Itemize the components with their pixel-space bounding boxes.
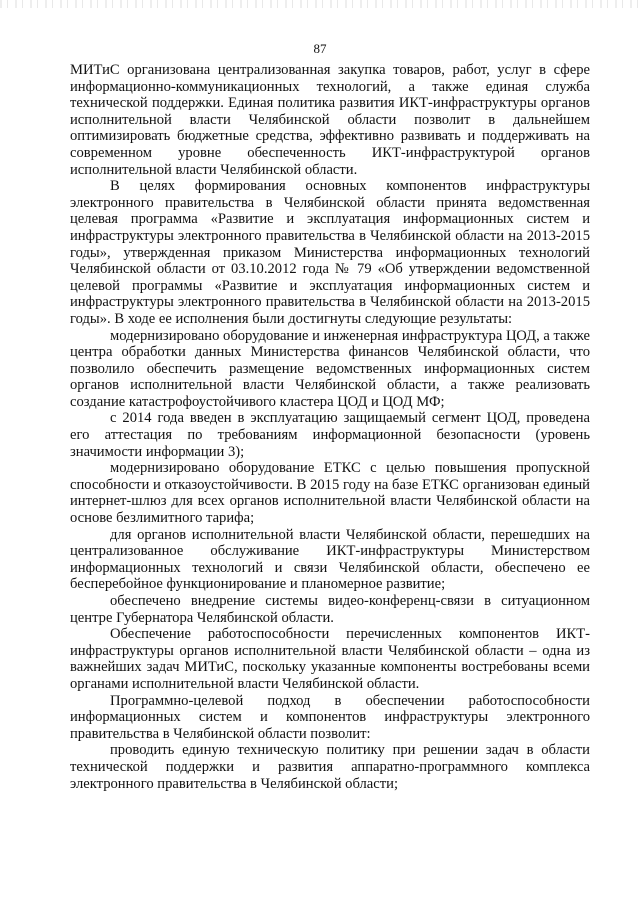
paragraph-result-centralized: для органов исполнительной власти Челябинской области, перешедших на централизованное обслуживание ИКТ-инфраструктуры Министерством информационных технологий и связи Челябинской области, обеспечено ее бесперебойное функционирование и планомерное развитие; — [70, 526, 590, 593]
paragraph-approach: Программно-целевой подход в обеспечении работоспособности информационных систем и компонентов инфраструктуры электронного правительства в Челябинской области позволит: — [70, 692, 590, 742]
document-body — [70, 62, 590, 792]
paragraph-result-cod: модернизировано оборудование и инженерная инфраструктура ЦОД, а также центра обработки данных Министерства финансов Челябинской области, что позволило обеспечить размещение ведомственных информационных систем органов исполнительной власти Челябинской области, а также реализовать создание катастрофоустойчивого кластера ЦОД и ЦОД МФ; — [70, 327, 590, 410]
paragraph-continuation: МИТиС организована централизованная закупка товаров, работ, услуг в сфере информационно-коммуникационных технологий, а также единая служба технической поддержки. Единая политика развития ИКТ-инфраструктуры органов исполнительной власти Челябинской области позволит в дальнейшем оптимизировать бюджетные средства, эффективно развивать и поддерживать на современном уровне обеспеченность ИКТ-инфраструктурой органов исполнительной власти Челябинской области. — [70, 62, 590, 178]
page-number: 87 — [313, 41, 327, 56]
scan-noise-strip — [0, 0, 640, 8]
paragraph-result-vks: обеспечено внедрение системы видео-конференц-связи в ситуационном центре Губернатора Челябинской области. — [70, 593, 590, 626]
paragraph-result-secure-segment: с 2014 года введен в эксплуатацию защищаемый сегмент ЦОД, проведена его аттестация по требованиям информационной безопасности (уровень значимости информации 3); — [70, 410, 590, 460]
paragraph-policy: проводить единую техническую политику при решении задач в области технической поддержки и развития аппаратно-программного комплекса электронного правительства в Челябинской области; — [70, 742, 590, 792]
paragraph-importance: Обеспечение работоспособности перечисленных компонентов ИКТ-инфраструктуры органов исполнительной власти Челябинской области – одна из важнейших задач МИТиС, поскольку указанные компоненты востребованы всеми органами исполнительной власти Челябинской области. — [70, 626, 590, 692]
paragraph-program: В целях формирования основных компонентов инфраструктуры электронного правительства в Челябинской области принята ведомственная целевая программа «Развитие и эксплуатация информационных систем и инфраструктуры электронного правительства в Челябинской области на 2013-2015 годы», утвержденная приказом Министерства информационных технологий Челябинской области от 03.10.2012 года № 79 «Об утверждении ведомственной целевой программы «Развитие и эксплуатация информационных систем и инфраструктуры электронного правительства в Челябинской области на 2013-2015 годы». В ходе ее исполнения были достигнуты следующие результаты: — [70, 178, 590, 327]
paragraph-result-etks: модернизировано оборудование ЕТКС с целью повышения пропускной способности и отказоустойчивости. В 2015 году на базе ЕТКС организован единый интернет-шлюз для всех органов исполнительной власти Челябинской области на основе безлимитного тарифа; — [70, 460, 590, 527]
